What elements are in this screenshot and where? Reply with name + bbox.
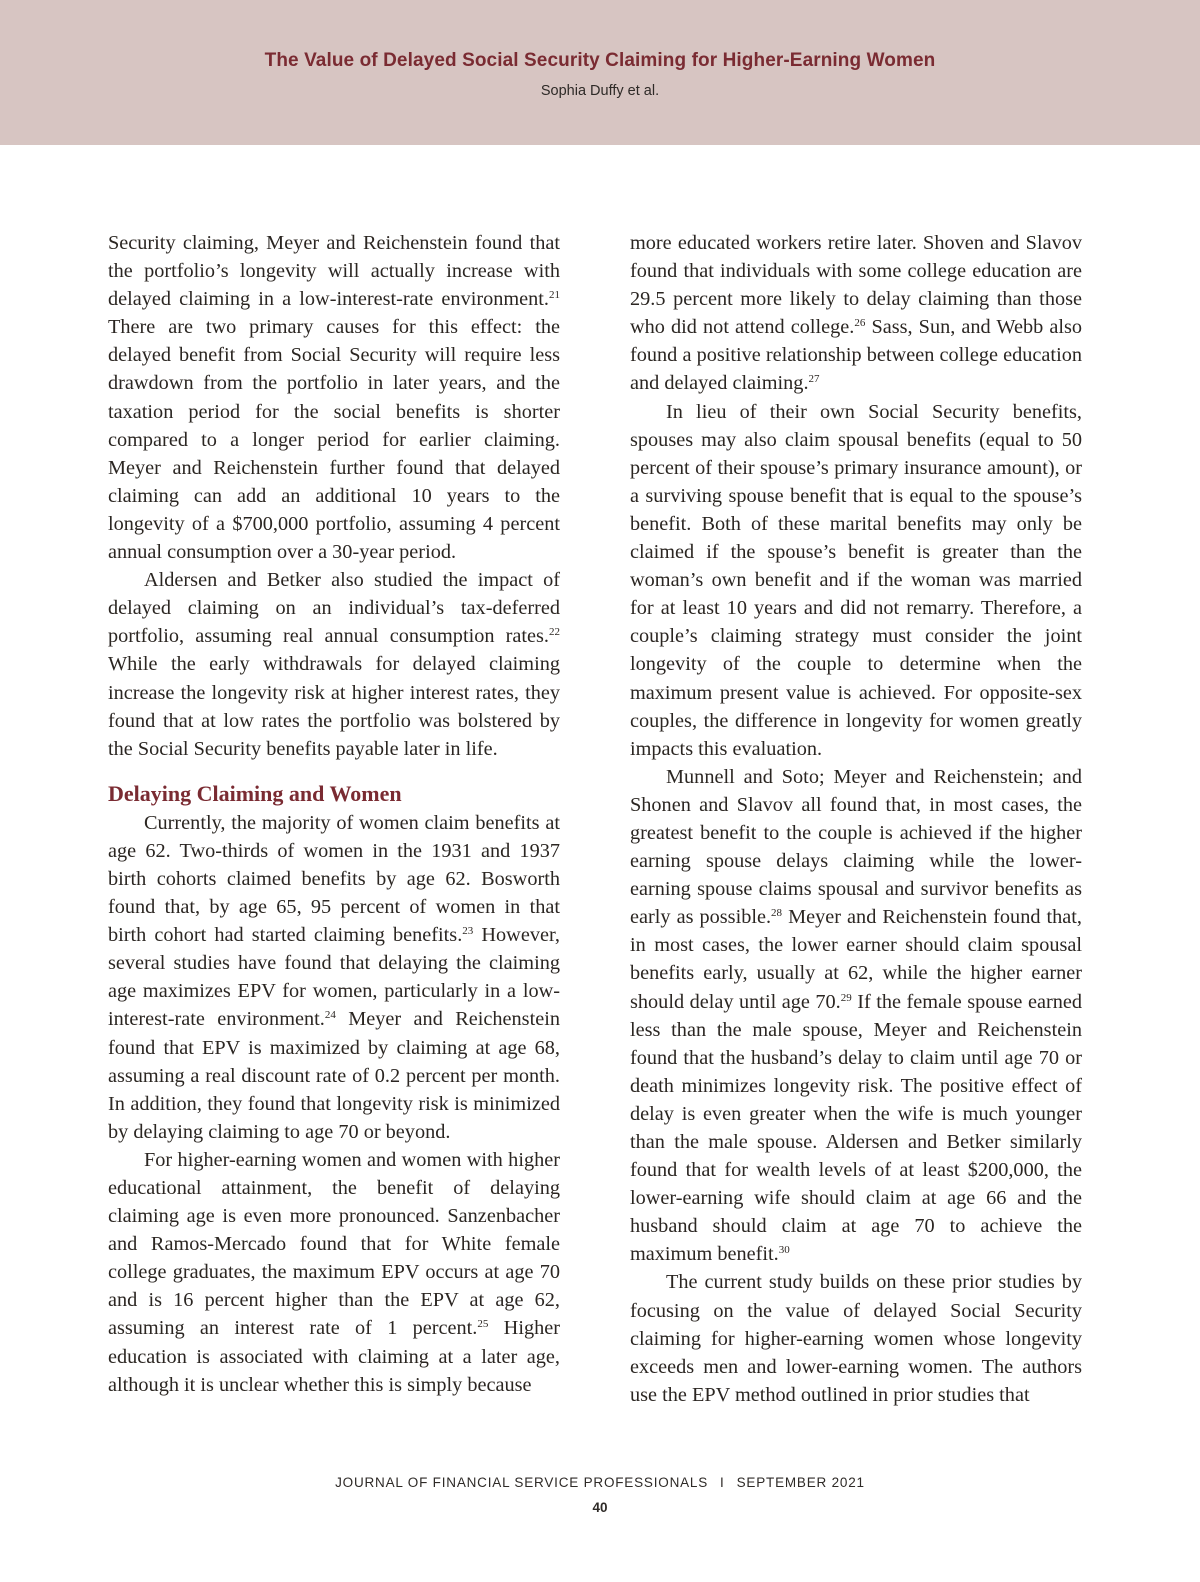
footnote-ref: 24 — [324, 1009, 336, 1022]
paragraph: Aldersen and Betker also studied the impact of delayed claiming on an individual’s tax-deferred portfolio, assuming real annual consumption rates.$^{22}$ While the early withdrawals for delayed claiming increase the longevity risk at higher interest rates, they found that at low rates the portfolio was bolstered by the Social Security benefits payable later in life. — [108, 569, 560, 760]
footnote-ref: 28 — [771, 907, 783, 920]
footnote-ref: 30 — [778, 1244, 790, 1257]
footnote-ref: 25 — [477, 1318, 489, 1331]
paragraph: Security claiming, Meyer and Reichenstein found that the portfolio’s longevity will actually increase with delayed claiming in a low-interest-rate environment.$^{21}$ There are two primary causes for this effect: the delayed benefit from Social Security will require less drawdown from the portfolio in later years, and the taxation period for the social benefits is shorter compared to a longer period for earlier claiming. Meyer and Reichenstein further found that delayed claiming can add an additional 10 years to the longevity of a $700,000 portfolio, assuming 4 percent annual consumption over a 30-year period. — [108, 232, 560, 564]
section-heading: Delaying Claiming and Women — [108, 780, 402, 806]
page-number: 40 — [592, 1500, 608, 1515]
footnote-ref: 23 — [462, 925, 474, 938]
footer-separator: I — [720, 1475, 725, 1490]
footer-journal — [0, 1475, 1200, 1490]
journal-name: JOURNAL OF FINANCIAL SERVICE PROFESSIONALS — [335, 1475, 709, 1490]
footnote-ref: 26 — [854, 317, 866, 330]
footnote-ref: 22 — [549, 626, 560, 639]
footnote-ref: 21 — [549, 289, 560, 302]
paragraph: more educated workers retire later. Shoven and Slavov found that individuals with some college education are 29.5 percent more likely to delay claiming than those who did not attend college.$^{26}$ Sass, Sun, and Webb also found a positive relationship between college education and delayed claiming.$^{27}$ — [630, 232, 1082, 395]
right-column — [630, 229, 1082, 1409]
paragraph: In lieu of their own Social Security benefits, spouses may also claim spousal benefits (equal to 50 percent of their spouse’s primary insurance amount), or a surviving spouse benefit that is equal to the spouse’s benefit. Both of these marital benefits may only be claimed if the spouse’s benefit is greater than the woman’s own benefit and if the woman was married for at least 10 years and did not remarry. Therefore, a couple’s claiming strategy must consider the joint longevity of the couple to determine when the maximum present value is achieved. For opposite-sex couples, the difference in longevity for women greatly impacts this evaluation. — [630, 400, 1082, 760]
article-author: Sophia Duffy et al. — [540, 83, 660, 99]
footnote-ref: 29 — [840, 991, 852, 1004]
footnote-ref: 27 — [808, 373, 820, 386]
header-band — [0, 0, 1200, 145]
paragraph: The current study builds on these prior studies by focusing on the value of delayed Social Security claiming for higher-earning women whose longevity exceeds men and lower-earning women. The authors use the EPV method outlined in prior studies that — [630, 1271, 1082, 1406]
paragraph: Currently, the majority of women claim benefits at age 62. Two-thirds of women in the 1931 and 1937 birth cohorts claimed benefits by age 62. Bosworth found that, by age 65, 95 percent of women in that birth cohort had started claiming benefits.$^{23}$ However, several studies have found that delaying the claiming age maximizes EPV for women, particularly in a low-interest-rate environment.$^{24}$ Meyer and Reichenstein found that EPV is maximized by claiming at age 68, assuming a real discount rate of 0.2 percent per month. In addition, they found that longevity risk is minimized by delaying claiming to age 70 or beyond. — [108, 811, 560, 1143]
article-title: The Value of Delayed Social Security Claiming for Higher-Earning Women — [264, 50, 936, 71]
left-column — [108, 229, 560, 1399]
issue-date: SEPTEMBER 2021 — [736, 1475, 865, 1490]
paragraph: Munnell and Soto; Meyer and Reichenstein; and Shonen and Slavov all found that, in most cases, the greatest benefit to the couple is achieved if the higher earning spouse delays claiming while the lower-earning spouse claims spousal and survivor benefits as early as possible.$^{28}$ Meyer and Reichenstein found that, in most cases, the lower earner should claim spousal benefits early, usually at 62, while the higher earner should delay until age 70.29 If the female spouse earned less than the male spouse, Meyer and Reichenstein found that the husband’s delay to claim until age 70 or death minimizes longevity risk. The positive effect of delay is even greater when the wife is much younger than the male spouse. Aldersen and Betker similarly found that for wealth levels of at least $200,000, the lower-earning wife should claim at age 66 and the husband should claim at age 70 to achieve the maximum benefit.$^{30}$ — [630, 765, 1082, 1266]
paragraph: For higher-earning women and women with higher educational attainment, the benefit of delaying claiming age is even more pronounced. Sanzenbacher and Ramos-Mercado found that for White female college graduates, the maximum EPV occurs at age 70 and is 16 percent higher than the EPV at age 62, assuming an interest rate of 1 percent.$^{25}$ Higher education is associated with claiming at a later age, although it is unclear whether this is simply because — [108, 1148, 561, 1396]
